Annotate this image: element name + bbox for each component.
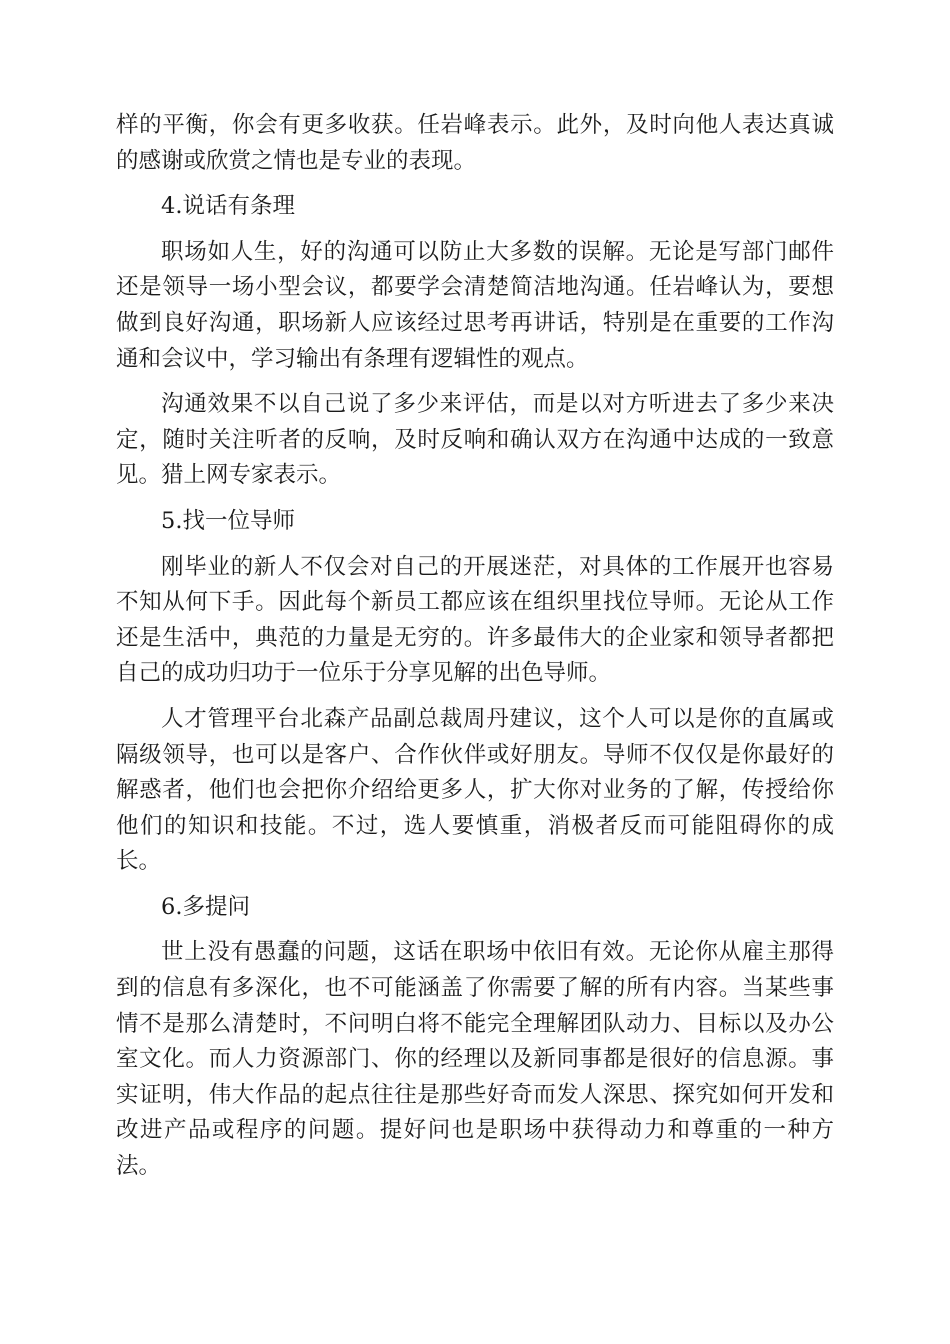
paragraph: 人才管理平台北森产品副总裁周丹建议，这个人可以是你的直属或隔级领导，也可以是客户、合作伙伴或好朋友。导师不仅仅是你最好的解惑者，他们也会把你介绍给更多人，扩大你对业务的了解，传授给你他们的知识和技能。不过，选人要慎重，消极者反而可能阻碍你的成长。: [116, 705, 834, 875]
paragraph: 职场如人生，好的沟通可以防止大多数的误解。无论是写部门邮件还是领导一场小型会议，都要学会清楚简洁地沟通。任岩峰认为，要想做到良好沟通，职场新人应该经过思考再讲话，特别是在重要的工作沟通和会议中，学习输出有条理有逻辑性的观点。: [116, 238, 834, 372]
paragraph: 世上没有愚蠢的问题，这话在职场中依旧有效。无论你从雇主那得到的信息有多深化，也不可能涵盖了你需要了解的所有内容。当某些事情不是那么清楚时，不问明白将不能完全理解团队动力、目标以及办公室文化。而人力资源部门、你的经理以及新同事都是很好的信息源。事实证明，伟大作品的起点往往是那些好奇而发人深思、探究如何开发和改进产品或程序的问题。提好问也是职场中获得动力和尊重的一种方法。: [116, 939, 834, 1180]
paragraph: 沟通效果不以自己说了多少来评估，而是以对方听进去了多少来决定，随时关注听者的反响，及时反响和确认双方在沟通中达成的一致意见。猎上网专家表示。: [116, 391, 834, 489]
paragraph: 刚毕业的新人不仅会对自己的开展迷茫，对具体的工作展开也容易不知从何下手。因此每个新员工都应该在组织里找位导师。无论从工作还是生活中，典范的力量是无穷的。许多最伟大的企业家和领导者都把自己的成功归功于一位乐于分享见解的出色导师。: [116, 553, 834, 687]
paragraph-continued: 样的平衡，你会有更多收获。任岩峰表示。此外，及时向他人表达真诚的感谢或欣赏之情也是专业的表现。: [116, 112, 834, 174]
document-page: [116, 108, 834, 1195]
section-heading-6: 6.多提问: [161, 893, 250, 920]
section-heading-4: 4.说话有条理: [161, 193, 295, 220]
section-heading-5: 5.找一位导师: [161, 507, 295, 534]
